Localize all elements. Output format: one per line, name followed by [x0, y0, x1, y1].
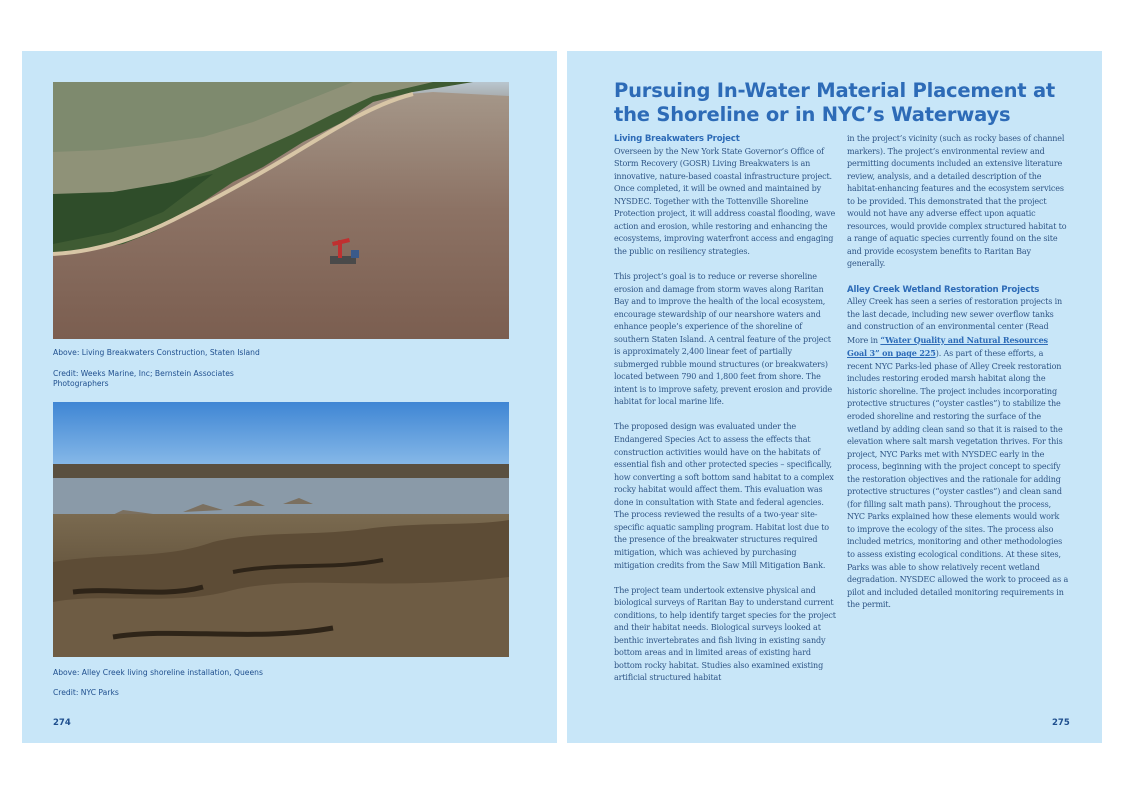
- page-number-right: 275: [1052, 718, 1070, 728]
- living-breakwaters-heading: Living Breakwaters Project: [614, 134, 740, 144]
- paragraph-6-start: Alley Creek has seen a series of restoration projects in the last decade, including new sewer overflow tanks and construction of an environmental center (Read More in: [847, 297, 1063, 345]
- right-page: [567, 51, 1102, 743]
- photo2-credit: Credit: NYC Parks: [53, 688, 119, 697]
- alley-creek-heading: Alley Creek Wetland Restoration Projects: [847, 284, 1040, 295]
- page-title: Pursuing In-Water Material Placement at the Shoreline or in NYC’s Waterways: [614, 79, 1056, 126]
- photo1-caption: Above: Living Breakwaters Construction, Staten Island: [53, 348, 260, 357]
- living-breakwaters-photo: [53, 82, 509, 339]
- aerial-bay-image: [53, 82, 509, 339]
- paragraph-6: [847, 296, 1069, 612]
- photo2-caption: Above: Alley Creek living shoreline installation, Queens: [53, 668, 263, 677]
- photo1-credit: Credit: Weeks Marine, Inc; Bernstein Associates Photographers: [53, 369, 234, 388]
- marsh-shoreline-image: [53, 402, 509, 657]
- text-column-2: [847, 133, 1069, 624]
- paragraph-6-end: ). As part of these efforts, a recent NYC Parks-led phase of Alley Creek restoration includes restoring eroded marsh habitat along the historic shoreline. The project includes incorporating protective structures (“oyster castles”) to stabilize the eroded shoreline and restoring the surface of the wetland by adding clean sand so that it is raised to the elevation where salt marsh vegetation thrives. For this project, NYC Parks met with NYSDEC early in the process, beginning with the project concept to specify the restoration objectives and the rationale for adding protective structures (“oyster castles”) and clean sand (for filling salt math pans). Throughout the process, NYC Parks explained how these elements would work to improve the ecology of the sites. The process also included metrics, monitoring and other methodologies to assess existing ecological conditions. At these sites, Parks was able to show relatively recent wetland degradation. NYSDEC allowed the work to proceed as a pilot and included detailed monitoring requirements in the permit.: [847, 349, 1069, 610]
- paragraph-3: The proposed design was evaluated under the Endangered Species Act to assess the effects that construction activities would have on the habitats of essential fish and other protected species – specifically, how converting a soft bottom sand habitat to a complex rocky habitat would affect them. This evaluation was done in consultation with State and federal agencies. The process reviewed the results of a two-year site-specific aquatic sampling program. Habitat lost due to the presence of the breakwater structures required mitigation, which was achieved by purchasing mitigation credits from the Saw Mill Mitigation Bank.: [614, 422, 834, 570]
- water-quality-link[interactable]: “Water Quality and Natural Resources Goal 3” on page 225: [847, 334, 1048, 359]
- paragraph-1: Overseen by the New York State Governor’s Office of Storm Recovery (GOSR) Living Breakwaters is an innovative, nature-based coastal infrastructure project. Once completed, it will be owned and maintained by NYSDEC. Together with the Tottenville Shoreline Protection project, it will address coastal flooding, wave action and erosion, while restoring and enhancing the ecosystems, improving waterfront access and engaging the public on resiliency strategies.: [614, 146, 836, 256]
- page-number-left: 274: [53, 718, 71, 728]
- paragraph-5: in the project’s vicinity (such as rocky bases of channel markers). The project’s environmental review and permitting documents included an extensive literature review, analysis, and a detailed description of the habitat-enhancing features and the ecosystem services to be provided. This demonstrated that the project would not have any adverse effect upon aquatic resources, would provide complex structured habitat to a range of aquatic species currently found on the site and provide ecosystem benefits to Raritan Bay generally.: [847, 134, 1067, 269]
- left-page: [22, 51, 557, 743]
- paragraph-2: This project’s goal is to reduce or reverse shoreline erosion and damage from storm waves along Raritan Bay and to improve the health of the local ecosystem, encourage stewardship of our nearshore waters and enhance people’s experience of the shoreline of southern Staten Island. A central feature of the project is approximately 2,400 linear feet of partially submerged rubble mound structures (or breakwaters) located between 790 and 1,800 feet from shore. The intent is to improve safety, prevent erosion and provide habitat for local marine life.: [614, 271, 832, 407]
- text-column-1: [614, 133, 836, 697]
- paragraph-4: The project team undertook extensive physical and biological surveys of Raritan Bay to understand current conditions, to help identify target species for the project and their habitat needs. Biological surveys looked at benthic invertebrates and fish living in existing sandy bottom areas and in limited areas of existing hard bottom rocky habitat. Studies also examined existing artificial structured habitat: [614, 585, 836, 683]
- alley-creek-photo: [53, 402, 509, 657]
